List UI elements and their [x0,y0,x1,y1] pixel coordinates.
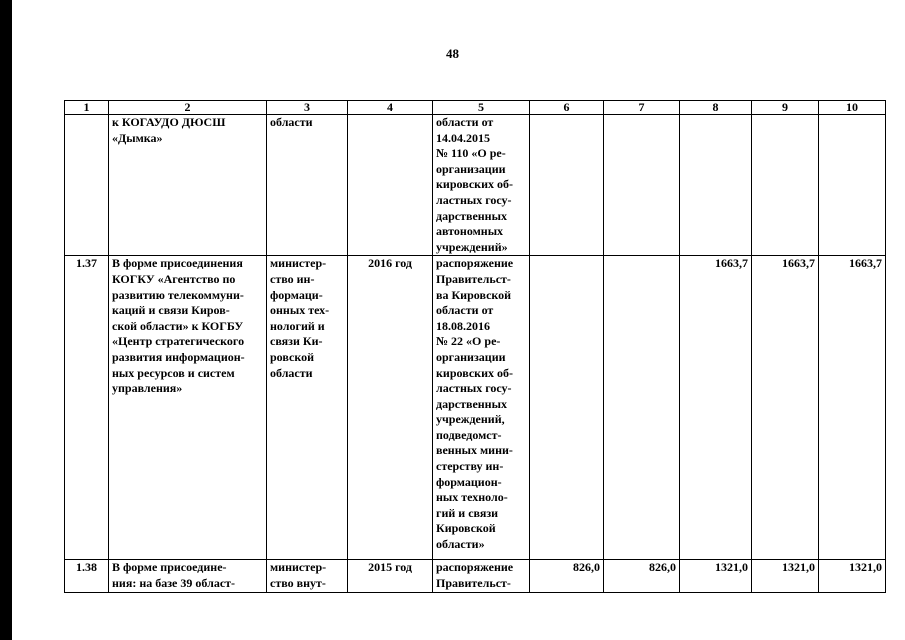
scan-edge-bar [0,0,12,640]
header-cell: 6 [530,101,604,115]
header-cell: 8 [680,101,752,115]
value-cell [680,115,752,256]
responsible-cell: министер- ство ин- формаци- онных тех- нологий и связи Ки- ровской области [267,256,348,560]
header-cell: 4 [348,101,433,115]
row-number-cell: 1.37 [65,256,109,560]
table-row [65,560,886,592]
document-cell: области от 14.04.2015 № 110 «О ре- организации кировских об- ластных госу- дарственных автономных учреждений» [433,115,530,256]
responsible-cell: министер- ство внут- [267,560,348,592]
value-cell: 1663,7 [819,256,886,560]
value-cell: 826,0 [604,560,680,592]
table-row [65,115,886,256]
value-cell [530,115,604,256]
header-cell: 9 [752,101,819,115]
description-cell: В форме присоединения КОГКУ «Агентство по развитию телекоммуни- каций и связи Киров- ской области» к КОГБУ «Центр стратегического развития информацион- ных ресурсов и систем управления» [109,256,267,560]
row-number-cell: 1.38 [65,560,109,592]
header-cell: 3 [267,101,348,115]
document-cell: распоряжение Правительст- [433,560,530,592]
value-cell [604,256,680,560]
page-number: 48 [446,46,459,61]
document-cell: распоряжение Правительст- ва Кировской области от 18.08.2016 № 22 «О ре- организации кировских об- ластных госу- дарственных учреждений, подведомст- венных мини- стерству ин- формацион- ных техноло- гий и связи Кировской области» [433,256,530,560]
year-cell: 2016 год [348,256,433,560]
year-cell: 2015 год [348,560,433,592]
description-cell: В форме присоедине- ния: на базе 39 област- [109,560,267,592]
value-cell: 1663,7 [752,256,819,560]
value-cell: 826,0 [530,560,604,592]
value-cell [752,115,819,256]
value-cell [819,115,886,256]
value-cell: 1321,0 [819,560,886,592]
data-table [64,100,886,593]
header-cell: 1 [65,101,109,115]
header-cell: 10 [819,101,886,115]
row-number-cell [65,115,109,256]
description-cell: к КОГАУДО ДЮСШ «Дымка» [109,115,267,256]
value-cell [604,115,680,256]
header-cell: 2 [109,101,267,115]
value-cell [530,256,604,560]
year-cell [348,115,433,256]
header-cell: 7 [604,101,680,115]
table-row [65,256,886,560]
table-header-row [65,101,886,115]
value-cell: 1663,7 [680,256,752,560]
header-cell: 5 [433,101,530,115]
responsible-cell: области [267,115,348,256]
value-cell: 1321,0 [680,560,752,592]
value-cell: 1321,0 [752,560,819,592]
